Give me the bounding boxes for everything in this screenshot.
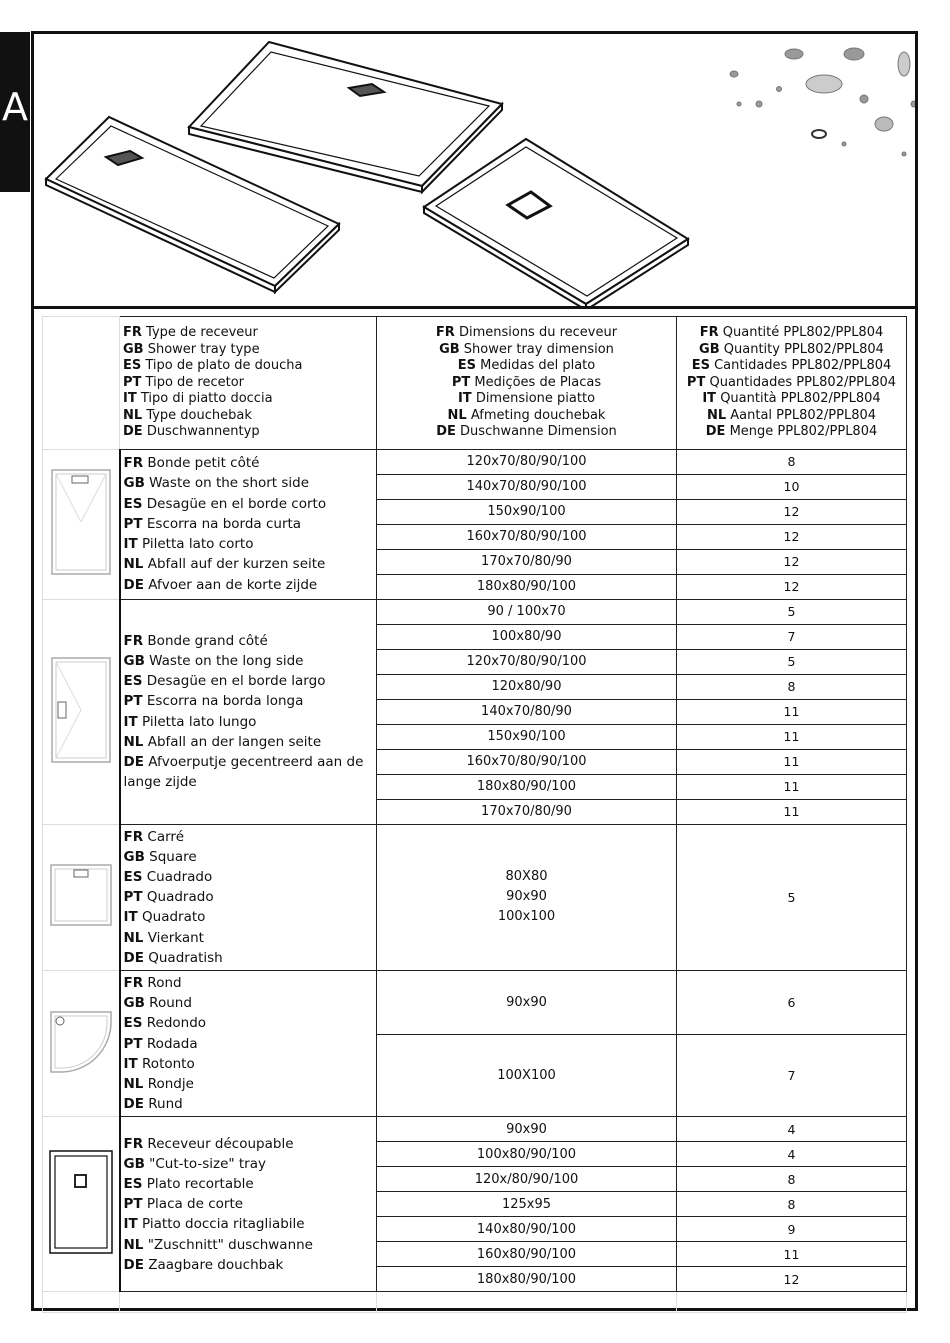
table-row bbox=[43, 1117, 907, 1142]
cut-to-size-labels: FR Receveur découpable GB "Cut-to-size" tray ES Plato recortable PT Placa de corte IT Piatto doccia ritagliabile NL "Zuschnitt" duschwanne DE Zaagbare douchbak bbox=[120, 1117, 377, 1292]
section-tab bbox=[0, 32, 30, 192]
square-tray-thumb bbox=[43, 824, 120, 970]
round-labels: FR Rond GB Round ES Redondo PT Rodada IT Rotonto NL Rondje DE Rund bbox=[120, 970, 377, 1116]
page-frame bbox=[31, 31, 918, 1311]
square-tray-icon bbox=[46, 860, 116, 930]
square-labels: FR Carré GB Square ES Cuadrado PT Quadrado IT Quadrato NL Vierkant DE Quadratish bbox=[120, 824, 377, 970]
footer-cell bbox=[677, 1292, 907, 1313]
dimension-cell: 180x80/90/100 bbox=[377, 574, 677, 599]
quantity-cell: 11 bbox=[677, 749, 907, 774]
dimension-cell: 160x80/90/100 bbox=[377, 1242, 677, 1267]
section-letter: A bbox=[2, 85, 28, 129]
quantity-cell: 11 bbox=[677, 724, 907, 749]
dimension-cell: 90 / 100x70 bbox=[377, 599, 677, 624]
dimension-cell: 100x80/90/100 bbox=[377, 1142, 677, 1167]
round-tray-thumb bbox=[43, 970, 120, 1116]
header-thumb-cell bbox=[43, 317, 120, 450]
dimension-cell: 150x90/100 bbox=[377, 724, 677, 749]
quantity-cell: 5 bbox=[677, 599, 907, 624]
dimension-cell: 150x90/100 bbox=[377, 499, 677, 524]
quantity-cell: 12 bbox=[677, 574, 907, 599]
quantity-cell: 4 bbox=[677, 1142, 907, 1167]
dimension-value: 80X80 bbox=[505, 869, 548, 885]
dimension-cell: 100x80/90 bbox=[377, 624, 677, 649]
long-side-tray-icon bbox=[46, 650, 116, 770]
quantity-cell: 8 bbox=[677, 1192, 907, 1217]
dimension-value: 90x90 bbox=[506, 889, 547, 905]
quantity-cell: 9 bbox=[677, 1217, 907, 1242]
cut-to-size-tray-icon bbox=[46, 1147, 116, 1257]
dimension-cell: 120x/80/90/100 bbox=[377, 1167, 677, 1192]
table-row bbox=[43, 449, 907, 474]
cut-to-size-tray-thumb bbox=[43, 1117, 120, 1292]
dimension-cell: 170x70/80/90 bbox=[377, 549, 677, 574]
quantity-cell: 8 bbox=[677, 674, 907, 699]
quantity-cell: 10 bbox=[677, 474, 907, 499]
table-row bbox=[43, 824, 907, 970]
header-type-cell: FR Type de receveur GB Shower tray type ES Tipo de plato de doucha PT Tipo de recetor IT Tipo di piatto doccia NL Type douchebak DE Duschwannentyp bbox=[120, 317, 377, 450]
shower-tray-table bbox=[42, 316, 907, 1313]
table-header-row bbox=[43, 317, 907, 450]
quantity-cell: 12 bbox=[677, 499, 907, 524]
dimension-cell: 90x90 bbox=[377, 1117, 677, 1142]
quantity-cell: 8 bbox=[677, 449, 907, 474]
dimension-cell: 120x70/80/90/100 bbox=[377, 449, 677, 474]
dimension-cell: 120x80/90 bbox=[377, 674, 677, 699]
long-side-labels: FR Bonde grand côté GB Waste on the long side ES Desagüe en el borde largo PT Escorra na borda longa IT Piletta lato lungo NL Abfall an der langen seite DE Afvoerputje gecentreerd aan de lange zijde bbox=[120, 599, 377, 824]
quantity-cell: 8 bbox=[677, 1167, 907, 1192]
dimension-cell: 125x95 bbox=[377, 1192, 677, 1217]
dimension-cell: 160x70/80/90/100 bbox=[377, 524, 677, 549]
header-dimension-cell: FR Dimensions du receveur GB Shower tray dimension ES Medidas del plato PT Medições de Placas IT Dimensione piatto NL Afmeting douchebak DE Duschwanne Dimension bbox=[377, 317, 677, 450]
dimension-cell: 140x70/80/90 bbox=[377, 699, 677, 724]
quantity-cell: 4 bbox=[677, 1117, 907, 1142]
short-side-labels: FR Bonde petit côté GB Waste on the short side ES Desagüe en el borde corto PT Escorra na borda curta IT Piletta lato corto NL Abfall auf der kurzen seite DE Afvoer aan de korte zijde bbox=[120, 449, 377, 599]
quantity-cell: 6 bbox=[677, 970, 907, 1034]
product-illustration bbox=[34, 34, 915, 309]
dimension-cell: 100X100 bbox=[377, 1034, 677, 1116]
dimension-value: 100x100 bbox=[497, 909, 556, 925]
dimension-cell: 180x80/90/100 bbox=[377, 1267, 677, 1292]
footer-cell bbox=[120, 1292, 377, 1313]
footer-cell bbox=[377, 1292, 677, 1313]
quantity-cell: 11 bbox=[677, 699, 907, 724]
dimension-cell: 160x70/80/90/100 bbox=[377, 749, 677, 774]
shower-trays-illustration bbox=[34, 34, 915, 306]
quantity-cell: 11 bbox=[677, 1242, 907, 1267]
table-row bbox=[43, 599, 907, 624]
quantity-cell: 12 bbox=[677, 1267, 907, 1292]
long-side-tray-thumb bbox=[43, 599, 120, 824]
table-footer-row bbox=[43, 1292, 907, 1313]
short-side-tray-icon bbox=[46, 462, 116, 582]
dimension-cell: 140x80/90/100 bbox=[377, 1217, 677, 1242]
dimension-cell: 170x70/80/90 bbox=[377, 799, 677, 824]
short-side-tray-thumb bbox=[43, 449, 120, 599]
quantity-cell: 5 bbox=[677, 649, 907, 674]
quantity-cell: 7 bbox=[677, 1034, 907, 1116]
quantity-cell: 11 bbox=[677, 799, 907, 824]
dimension-cell: 120x70/80/90/100 bbox=[377, 649, 677, 674]
quantity-cell: 5 bbox=[677, 824, 907, 970]
dimension-cell: 180x80/90/100 bbox=[377, 774, 677, 799]
table-row bbox=[43, 970, 907, 1034]
quantity-cell: 12 bbox=[677, 524, 907, 549]
footer-cell bbox=[43, 1292, 120, 1313]
square-dimensions-cell bbox=[377, 824, 677, 970]
quantity-cell: 7 bbox=[677, 624, 907, 649]
dimension-cell: 90x90 bbox=[377, 970, 677, 1034]
quantity-cell: 12 bbox=[677, 549, 907, 574]
dimension-cell: 140x70/80/90/100 bbox=[377, 474, 677, 499]
header-quantity-cell: FR Quantité PPL802/PPL804 GB Quantity PPL802/PPL804 ES Cantidades PPL802/PPL804 PT Quantidades PPL802/PPL804 IT Quantità PPL802/PPL804 NL Aantal PPL802/PPL804 DE Menge PPL802/PPL804 bbox=[677, 317, 907, 450]
quantity-cell: 11 bbox=[677, 774, 907, 799]
round-tray-icon bbox=[46, 1007, 116, 1077]
